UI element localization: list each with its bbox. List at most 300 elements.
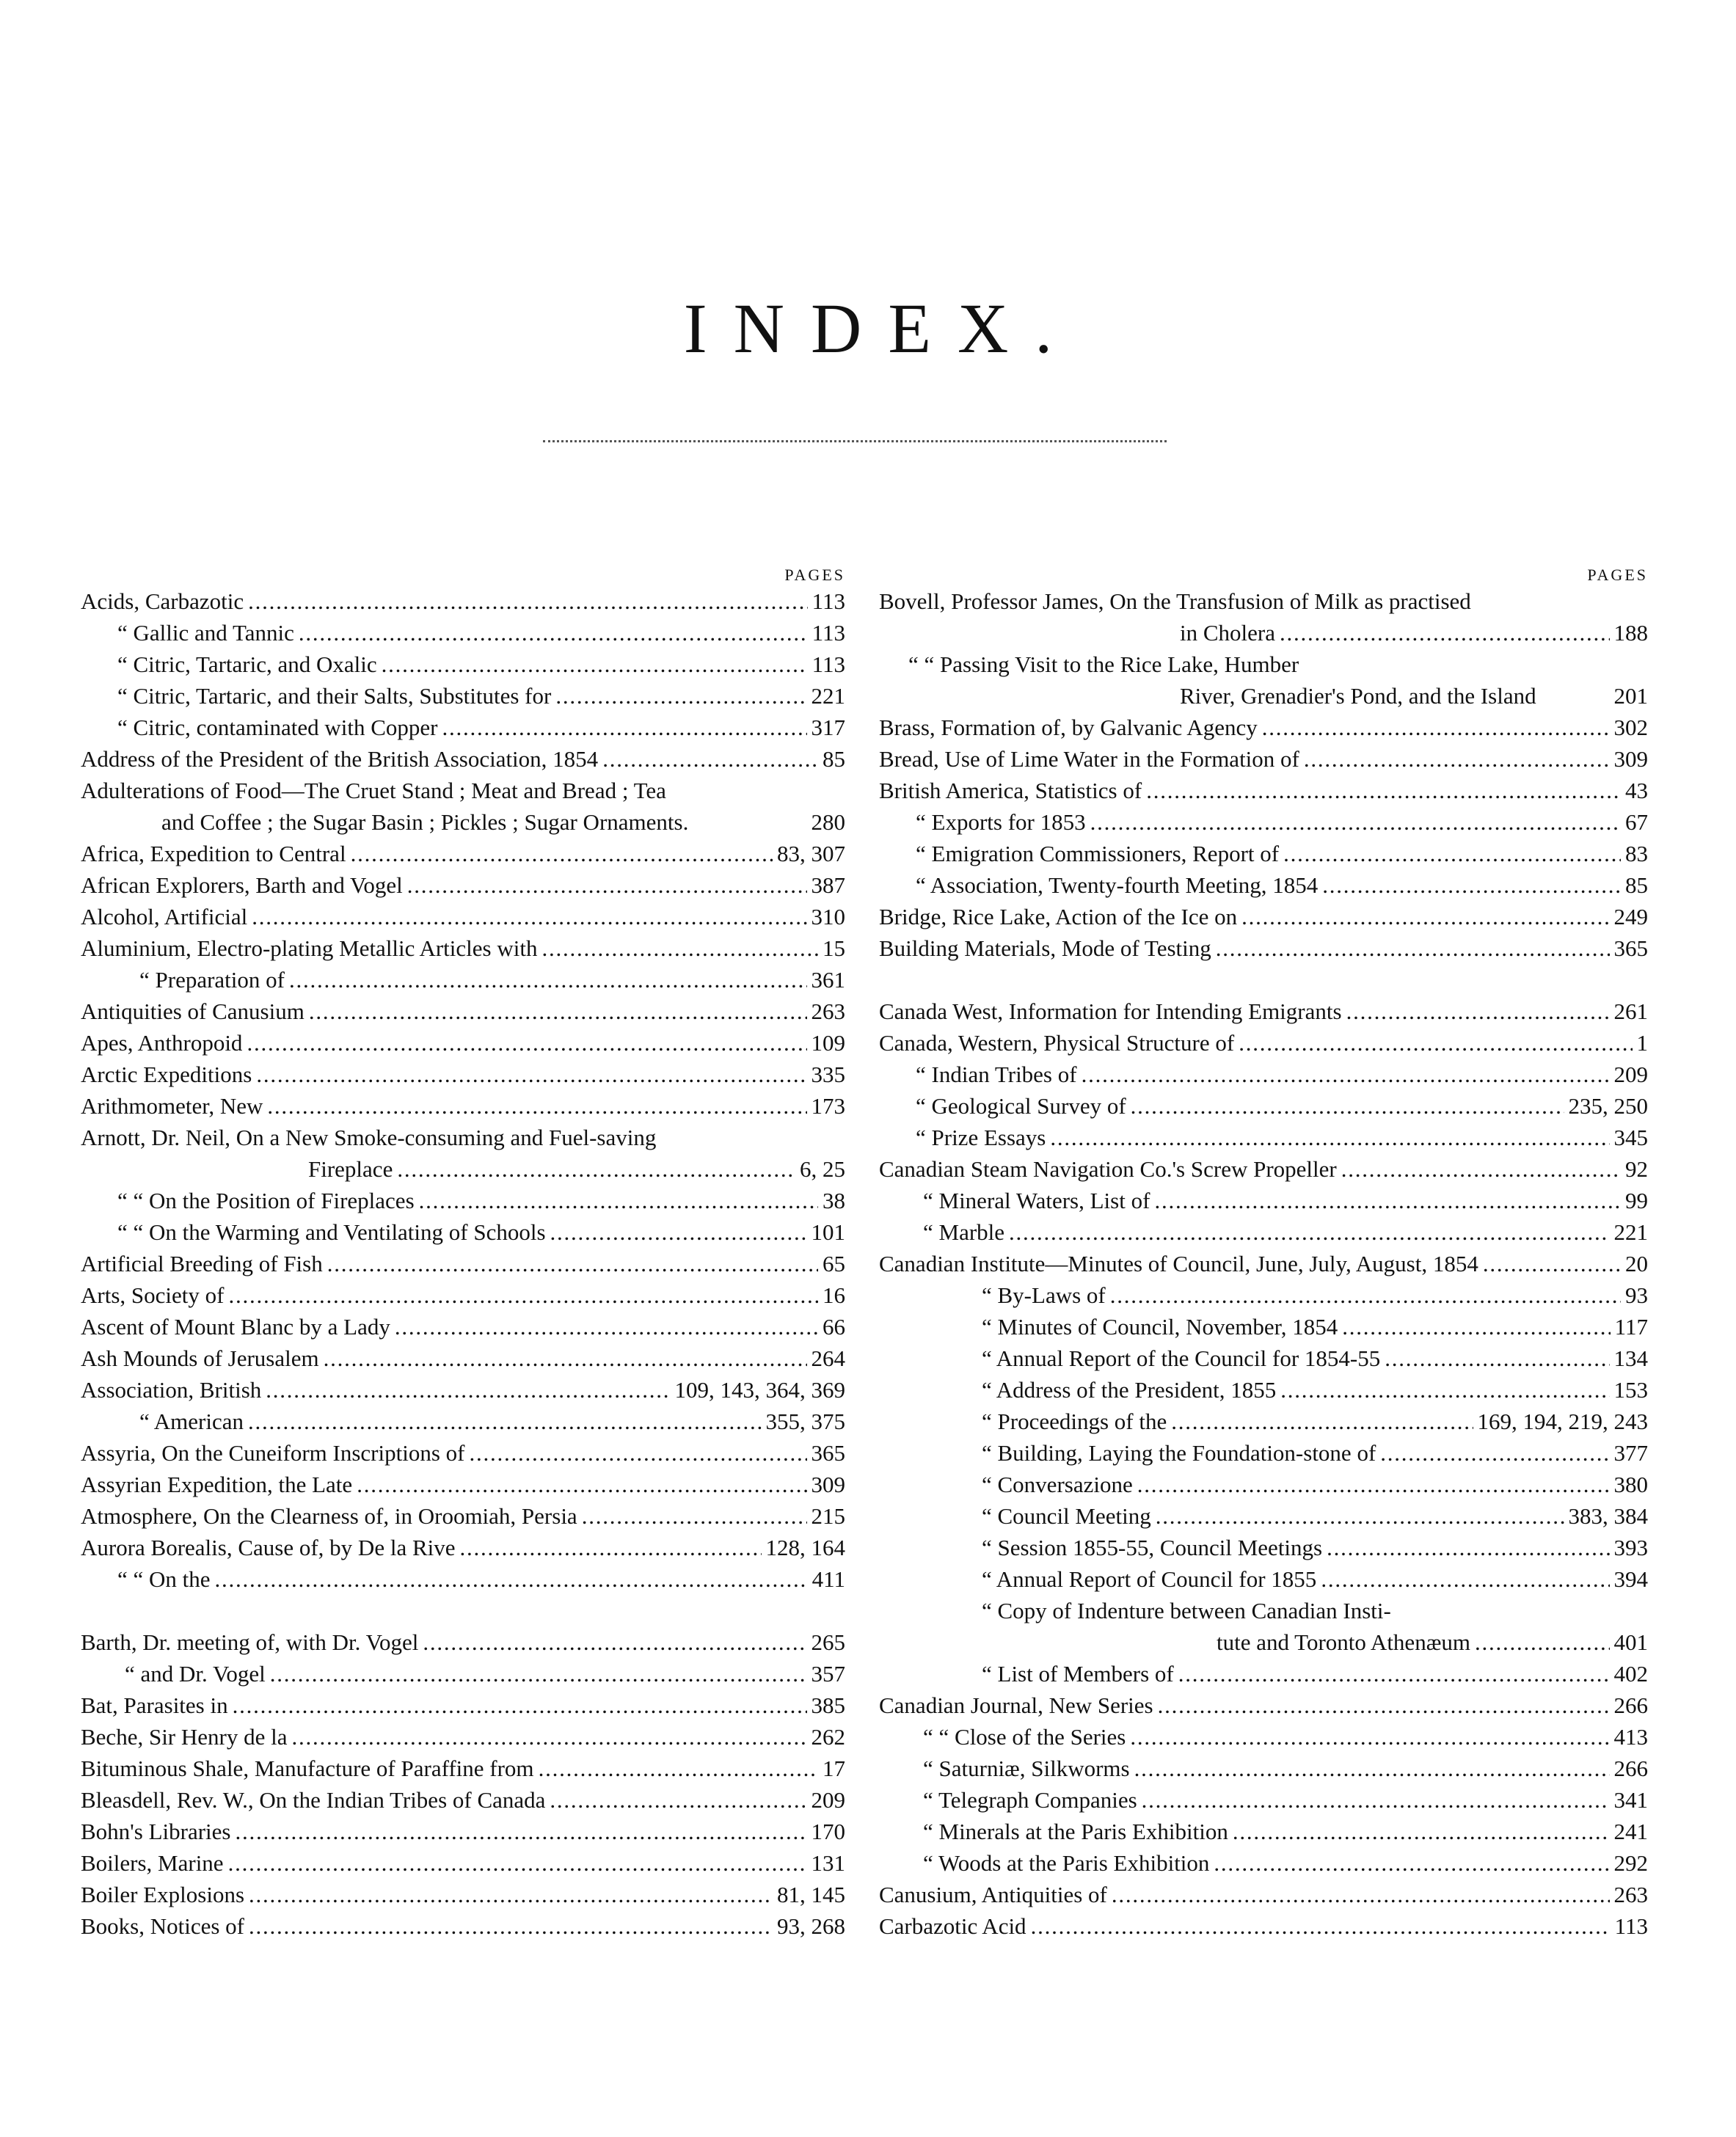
index-entry: [81, 712, 845, 743]
entry-heading: Canusium, Antiquities of: [879, 1882, 1107, 1907]
entry-heading: “ Mineral Waters, List of: [923, 1188, 1150, 1213]
entry-page-numbers: 385: [811, 1692, 845, 1718]
entry-heading: “ and Dr. Vogel: [125, 1661, 266, 1687]
entry-page-numbers: 302: [1613, 715, 1648, 740]
entry-page-numbers: 345: [1613, 1125, 1648, 1150]
index-entry: [879, 932, 1648, 964]
entry-page-numbers: 355, 375: [765, 1409, 845, 1434]
index-entry: [81, 1343, 845, 1374]
entry-heading: “ Conversazione: [982, 1472, 1133, 1497]
index-entry: [81, 680, 845, 712]
entry-heading: Arnott, Dr. Neil, On a New Smoke-consuming and Fuel-saving: [81, 1125, 657, 1150]
dot-leader: [1130, 1721, 1609, 1753]
entry-page-numbers: 83: [1625, 841, 1648, 866]
dot-leader: [442, 712, 806, 743]
entry-heading: “ Minutes of Council, November, 1854: [982, 1314, 1338, 1340]
index-entry: [81, 1469, 845, 1500]
dot-leader: [1158, 1689, 1610, 1721]
entry-heading: “ Telegraph Companies: [923, 1787, 1137, 1813]
index-entry: [879, 838, 1648, 869]
entry-page-numbers: 401: [1613, 1629, 1648, 1655]
dot-leader: [235, 1816, 806, 1847]
entry-heading: Bovell, Professor James, On the Transfusion of Milk as practised: [879, 588, 1471, 614]
entry-heading: “ Citric, contaminated with Copper: [117, 715, 438, 740]
dot-leader: [247, 1027, 806, 1059]
index-entry: [81, 1689, 845, 1721]
dot-leader: [233, 1689, 807, 1721]
section-gap: [81, 1595, 845, 1626]
dot-leader: [469, 1437, 806, 1469]
entry-page-numbers: 67: [1625, 809, 1648, 835]
index-entry: [81, 775, 845, 806]
entry-heading: African Explorers, Barth and Vogel: [81, 872, 403, 898]
entry-heading: Bridge, Rice Lake, Action of the Ice on: [879, 904, 1238, 929]
entry-heading: Arithmometer, New: [81, 1093, 263, 1119]
entry-page-numbers: 264: [811, 1345, 845, 1371]
entry-page-numbers: 20: [1625, 1251, 1648, 1276]
dot-leader: [395, 1311, 818, 1343]
entry-heading: Brass, Formation of, by Galvanic Agency: [879, 715, 1258, 740]
entry-heading: “ Building, Laying the Foundation-stone of: [982, 1440, 1376, 1466]
index-entry: [81, 1658, 845, 1689]
index-entry: [879, 1879, 1648, 1910]
entry-page-numbers: 402: [1613, 1661, 1648, 1687]
index-entry: [879, 743, 1648, 775]
entry-page-numbers: 173: [811, 1093, 845, 1119]
dot-leader: [1380, 1437, 1609, 1469]
entry-heading: Adulterations of Food—The Cruet Stand ; Meat and Bread ; Tea: [81, 778, 666, 803]
index-entry: [879, 1406, 1648, 1437]
entry-heading: “ Citric, Tartaric, and Oxalic: [117, 651, 377, 677]
entry-page-numbers: 266: [1613, 1692, 1648, 1718]
dot-leader: [1082, 1059, 1610, 1090]
entry-heading: “ Indian Tribes of: [916, 1062, 1077, 1087]
index-entry: [81, 617, 845, 649]
dot-leader: [351, 838, 773, 869]
index-entry: [81, 1563, 845, 1595]
entry-page-numbers: 38: [823, 1188, 845, 1213]
index-entry: [879, 901, 1648, 932]
index-entry: [879, 585, 1648, 617]
index-entry: [879, 869, 1648, 901]
entry-heading: “ Saturniæ, Silkworms: [923, 1756, 1130, 1781]
entry-page-numbers: 377: [1613, 1440, 1648, 1466]
index-entry: [81, 1847, 845, 1879]
entry-page-numbers: 99: [1625, 1188, 1648, 1213]
index-entry: [879, 1153, 1648, 1185]
entry-heading: “ List of Members of: [982, 1661, 1174, 1687]
dot-leader: [1137, 1469, 1610, 1500]
entry-page-numbers: 1: [1636, 1030, 1648, 1056]
entry-page-numbers: 393: [1613, 1535, 1648, 1560]
entry-page-numbers: 113: [812, 651, 845, 677]
entry-page-numbers: 241: [1613, 1819, 1648, 1844]
dot-leader: [266, 1374, 670, 1406]
index-entry: [81, 1532, 845, 1563]
entry-heading: “ “ Close of the Series: [923, 1724, 1126, 1750]
entry-heading: Books, Notices of: [81, 1913, 245, 1939]
dot-leader: [309, 996, 807, 1027]
index-entry: [81, 1406, 845, 1437]
index-entry: [81, 1185, 845, 1216]
dot-leader: [1009, 1216, 1609, 1248]
index-entry: [81, 585, 845, 617]
entry-page-numbers: 265: [811, 1629, 845, 1655]
dot-leader: [1110, 1279, 1621, 1311]
entry-page-numbers: 83, 307: [777, 841, 845, 866]
entry-heading: “ Prize Essays: [916, 1125, 1046, 1150]
index-entry: [879, 1248, 1648, 1279]
entry-heading: Bituminous Shale, Manufacture of Paraffine from: [81, 1756, 534, 1781]
index-entry: [81, 1248, 845, 1279]
entry-page-numbers: 153: [1613, 1377, 1648, 1403]
dot-leader: [1385, 1343, 1609, 1374]
page-title: INDEX.: [683, 289, 1079, 368]
index-entry: [81, 1784, 845, 1816]
entry-heading: Aluminium, Electro-plating Metallic Articles with: [81, 935, 538, 961]
entry-page-numbers: 128, 164: [765, 1535, 845, 1560]
entry-page-numbers: 134: [1613, 1345, 1648, 1371]
entry-heading: “ Minerals at the Paris Exhibition: [923, 1819, 1228, 1844]
index-entry: [879, 1437, 1648, 1469]
entry-heading: Alcohol, Artificial: [81, 904, 248, 929]
dot-leader: [1156, 1500, 1564, 1532]
dot-leader: [1090, 806, 1621, 838]
entry-heading: Beche, Sir Henry de la: [81, 1724, 288, 1750]
entry-heading: Barth, Dr. meeting of, with Dr. Vogel: [81, 1629, 419, 1655]
dot-leader: [550, 1216, 807, 1248]
entry-heading: “ “ On the: [117, 1566, 211, 1592]
dot-leader: [1131, 1090, 1564, 1122]
entry-heading: Bread, Use of Lime Water in the Formation of: [879, 746, 1299, 772]
entry-page-numbers: 317: [811, 715, 845, 740]
entry-page-numbers: 249: [1613, 904, 1648, 929]
index-entry: [879, 712, 1648, 743]
dot-leader: [555, 680, 806, 712]
dot-leader: [1142, 1784, 1610, 1816]
entry-page-numbers: 365: [811, 1440, 845, 1466]
entry-heading: Canada, Western, Physical Structure of: [879, 1030, 1235, 1056]
index-entry: [81, 964, 845, 996]
entry-heading: “ Exports for 1853: [916, 809, 1086, 835]
index-entry: [879, 775, 1648, 806]
index-entry: [879, 1689, 1648, 1721]
entry-page-numbers: 131: [811, 1850, 845, 1876]
entry-page-numbers: 43: [1625, 778, 1648, 803]
entry-page-numbers: 221: [1613, 1219, 1648, 1245]
entry-page-numbers: 263: [811, 998, 845, 1024]
entry-heading: Arctic Expeditions: [81, 1062, 252, 1087]
entry-heading: Canadian Journal, New Series: [879, 1692, 1153, 1718]
index-entry: [879, 1027, 1648, 1059]
dot-leader: [1154, 1185, 1621, 1216]
dot-leader: [1146, 775, 1621, 806]
entry-heading: Atmosphere, On the Clearness of, in Oroomiah, Persia: [81, 1503, 577, 1529]
entry-heading: “ Gallic and Tannic: [117, 620, 294, 646]
entry-heading: Ash Mounds of Jerusalem: [81, 1345, 319, 1371]
entry-page-numbers: 113: [1614, 1913, 1648, 1939]
entry-page-numbers: 6, 25: [800, 1156, 845, 1182]
entry-page-numbers: 292: [1613, 1850, 1648, 1876]
dot-leader: [1322, 869, 1621, 901]
entry-heading: Acids, Carbazotic: [81, 588, 244, 614]
entry-heading: Bat, Parasites in: [81, 1692, 228, 1718]
entry-page-numbers: 215: [811, 1503, 845, 1529]
dot-leader: [397, 1153, 795, 1185]
entry-heading: “ Woods at the Paris Exhibition: [923, 1850, 1210, 1876]
index-column-right: [879, 565, 1648, 1942]
entry-heading: “ Address of the President, 1855: [982, 1377, 1277, 1403]
entry-page-numbers: 93: [1625, 1282, 1648, 1308]
entry-page-numbers: 113: [812, 620, 845, 646]
entry-page-numbers: 16: [823, 1282, 845, 1308]
entry-page-numbers: 387: [811, 872, 845, 898]
entry-page-numbers: 383, 384: [1568, 1503, 1648, 1529]
entry-heading: Arts, Society of: [81, 1282, 225, 1308]
dot-leader: [299, 617, 808, 649]
entry-page-numbers: 170: [811, 1819, 845, 1844]
index-column-left: [81, 565, 845, 1942]
section-gap: [879, 964, 1648, 996]
index-entry: [879, 1122, 1648, 1153]
dot-leader: [1475, 1626, 1610, 1658]
index-entry: [879, 1090, 1648, 1122]
dot-leader: [1280, 1374, 1609, 1406]
entry-page-numbers: 309: [811, 1472, 845, 1497]
entry-heading: “ Geological Survey of: [916, 1093, 1126, 1119]
dot-leader: [1342, 1311, 1610, 1343]
index-entry: [81, 869, 845, 901]
index-entry: [81, 996, 845, 1027]
dot-leader: [460, 1532, 762, 1563]
entry-page-numbers: 261: [1613, 998, 1648, 1024]
entry-heading: Canadian Institute—Minutes of Council, June, July, August, 1854: [879, 1251, 1478, 1276]
index-entries-right: [879, 585, 1648, 1942]
entry-heading: Carbazotic Acid: [879, 1913, 1026, 1939]
index-entry: [879, 1469, 1648, 1500]
entry-heading: Apes, Anthropoid: [81, 1030, 243, 1056]
dot-leader: [407, 869, 807, 901]
entry-heading: “ Copy of Indenture between Canadian Insti-: [982, 1598, 1391, 1623]
dot-leader: [1283, 838, 1621, 869]
entry-heading: Boilers, Marine: [81, 1850, 224, 1876]
index-entry: [81, 901, 845, 932]
entry-page-numbers: 17: [823, 1756, 845, 1781]
entry-heading: Ascent of Mount Blanc by a Lady: [81, 1314, 390, 1340]
entry-page-numbers: 188: [1613, 620, 1648, 646]
index-entry: [879, 1816, 1648, 1847]
entry-heading: “ Session 1855-55, Council Meetings: [982, 1535, 1323, 1560]
entry-page-numbers: 93, 268: [777, 1913, 845, 1939]
dot-leader: [267, 1090, 806, 1122]
entry-page-numbers: 66: [823, 1314, 845, 1340]
dot-leader: [228, 1847, 807, 1879]
entry-heading: “ “ On the Warming and Ventilating of Schools: [117, 1219, 546, 1245]
dot-leader: [215, 1563, 808, 1595]
dot-leader: [1178, 1658, 1610, 1689]
index-entry: [81, 1437, 845, 1469]
entry-heading: and Coffee ; the Sugar Basin ; Pickles ; Sugar Ornaments.: [161, 809, 689, 835]
ornamental-rule: [543, 440, 1167, 442]
index-entry: [879, 1658, 1648, 1689]
entry-heading: “ American: [139, 1409, 244, 1434]
dot-leader: [1112, 1879, 1610, 1910]
entry-page-numbers: 209: [1613, 1062, 1648, 1087]
index-entry: [879, 1753, 1648, 1784]
dot-leader: [541, 932, 818, 964]
index-entry: [81, 1374, 845, 1406]
dot-leader: [423, 1626, 806, 1658]
entry-heading: “ Marble: [923, 1219, 1005, 1245]
index-entry: [879, 649, 1648, 680]
entry-page-numbers: 221: [811, 683, 845, 709]
index-entry: [879, 1500, 1648, 1532]
index-entry: [879, 680, 1648, 712]
index-entry: [879, 617, 1648, 649]
entry-heading: River, Grenadier's Pond, and the Island: [1180, 683, 1536, 709]
dot-leader: [1031, 1910, 1611, 1942]
index-entry: [81, 1279, 845, 1311]
entry-heading: “ Preparation of: [139, 967, 285, 993]
index-entry: [81, 1500, 845, 1532]
entry-heading: Africa, Expedition to Central: [81, 841, 346, 866]
dot-leader: [1304, 743, 1610, 775]
entry-page-numbers: 109: [811, 1030, 845, 1056]
entry-page-numbers: 209: [811, 1787, 845, 1813]
index-entry: [81, 1311, 845, 1343]
entry-page-numbers: 117: [1614, 1314, 1648, 1340]
dot-leader: [1171, 1406, 1473, 1437]
dot-leader: [582, 1500, 807, 1532]
dot-leader: [1262, 712, 1610, 743]
dot-leader: [1216, 932, 1610, 964]
dot-leader: [1050, 1122, 1609, 1153]
index-entry: [879, 1721, 1648, 1753]
entry-heading: “ Emigration Commissioners, Report of: [916, 841, 1280, 866]
entry-heading: “ “ Passing Visit to the Rice Lake, Humber: [908, 651, 1299, 677]
dot-leader: [357, 1469, 806, 1500]
index-entry: [81, 1216, 845, 1248]
index-entry: [879, 1279, 1648, 1311]
index-entries-left: [81, 585, 845, 1942]
entry-heading: “ Annual Report of Council for 1855: [982, 1566, 1317, 1592]
entry-page-numbers: 341: [1613, 1787, 1648, 1813]
index-entry: [81, 1027, 845, 1059]
entry-page-numbers: 380: [1613, 1472, 1648, 1497]
entry-page-numbers: 335: [811, 1062, 845, 1087]
dot-leader: [289, 964, 807, 996]
dot-leader: [550, 1784, 806, 1816]
index-entry: [879, 1216, 1648, 1248]
index-entry: [879, 1185, 1648, 1216]
index-entry: [81, 743, 845, 775]
entry-page-numbers: 365: [1613, 935, 1648, 961]
index-entry: [81, 1090, 845, 1122]
dot-leader: [249, 1879, 773, 1910]
index-entry: [879, 1311, 1648, 1343]
index-entry: [879, 996, 1648, 1027]
entry-page-numbers: 361: [811, 967, 845, 993]
dot-leader: [291, 1721, 806, 1753]
entry-heading: Artificial Breeding of Fish: [81, 1251, 323, 1276]
entry-page-numbers: 262: [811, 1724, 845, 1750]
dot-leader: [324, 1343, 807, 1374]
dot-leader: [419, 1185, 818, 1216]
entry-heading: Canada West, Information for Intending Emigrants: [879, 998, 1342, 1024]
index-entry: [81, 1753, 845, 1784]
entry-page-numbers: 235, 250: [1568, 1093, 1648, 1119]
dot-leader: [1327, 1532, 1609, 1563]
dot-leader: [228, 1279, 818, 1311]
dot-leader: [539, 1753, 818, 1784]
dot-leader: [1233, 1816, 1610, 1847]
entry-page-numbers: 280: [811, 809, 845, 835]
entry-page-numbers: 169, 194, 219, 243: [1477, 1409, 1648, 1434]
index-entry: [81, 1059, 845, 1090]
entry-page-numbers: 413: [1613, 1724, 1648, 1750]
entry-heading: Aurora Borealis, Cause of, by De la Rive: [81, 1535, 456, 1560]
index-entry: [81, 649, 845, 680]
index-entry: [879, 1532, 1648, 1563]
index-entry: [879, 1059, 1648, 1090]
index-entry: [879, 1626, 1648, 1658]
entry-heading: “ Proceedings of the: [982, 1409, 1167, 1434]
dot-leader: [1241, 901, 1609, 932]
entry-page-numbers: 411: [812, 1566, 845, 1592]
entry-heading: in Cholera: [1180, 620, 1275, 646]
dot-leader: [249, 1910, 773, 1942]
entry-page-numbers: 109, 143, 364, 369: [674, 1377, 845, 1403]
entry-page-numbers: 92: [1625, 1156, 1648, 1182]
entry-heading: “ By-Laws of: [982, 1282, 1106, 1308]
index-entry: [879, 1847, 1648, 1879]
entry-heading: Association, British: [81, 1377, 262, 1403]
entry-page-numbers: 263: [1613, 1882, 1648, 1907]
entry-heading: “ Association, Twenty-fourth Meeting, 1854: [916, 872, 1319, 898]
dot-leader: [1321, 1563, 1609, 1595]
index-entry: [81, 1626, 845, 1658]
entry-heading: Canadian Steam Navigation Co.'s Screw Propeller: [879, 1156, 1337, 1182]
entry-page-numbers: 101: [811, 1219, 845, 1245]
index-entry: [879, 806, 1648, 838]
index-entry: [879, 1374, 1648, 1406]
dot-leader: [1214, 1847, 1609, 1879]
index-entry: [81, 806, 845, 838]
index-entry: [879, 1910, 1648, 1942]
entry-heading: Boiler Explosions: [81, 1882, 245, 1907]
entry-page-numbers: 357: [811, 1661, 845, 1687]
entry-heading: Bohn's Libraries: [81, 1819, 231, 1844]
entry-heading: “ Citric, Tartaric, and their Salts, Substitutes for: [117, 683, 552, 709]
entry-page-numbers: 85: [823, 746, 845, 772]
index-entry: [879, 1784, 1648, 1816]
dot-leader: [1346, 996, 1610, 1027]
dot-leader: [270, 1658, 807, 1689]
entry-page-numbers: 85: [1625, 872, 1648, 898]
entry-heading: Fireplace: [308, 1156, 393, 1182]
dot-leader: [1341, 1153, 1621, 1185]
entry-page-numbers: 394: [1613, 1566, 1648, 1592]
dot-leader: [602, 743, 818, 775]
entry-heading: Building Materials, Mode of Testing: [879, 935, 1211, 961]
dot-leader: [382, 649, 808, 680]
index-entry: [81, 1153, 845, 1185]
index-entry: [81, 932, 845, 964]
dot-leader: [327, 1248, 818, 1279]
index-entry: [879, 1563, 1648, 1595]
pages-column-label: PAGES: [1587, 566, 1648, 584]
entry-page-numbers: 15: [823, 935, 845, 961]
